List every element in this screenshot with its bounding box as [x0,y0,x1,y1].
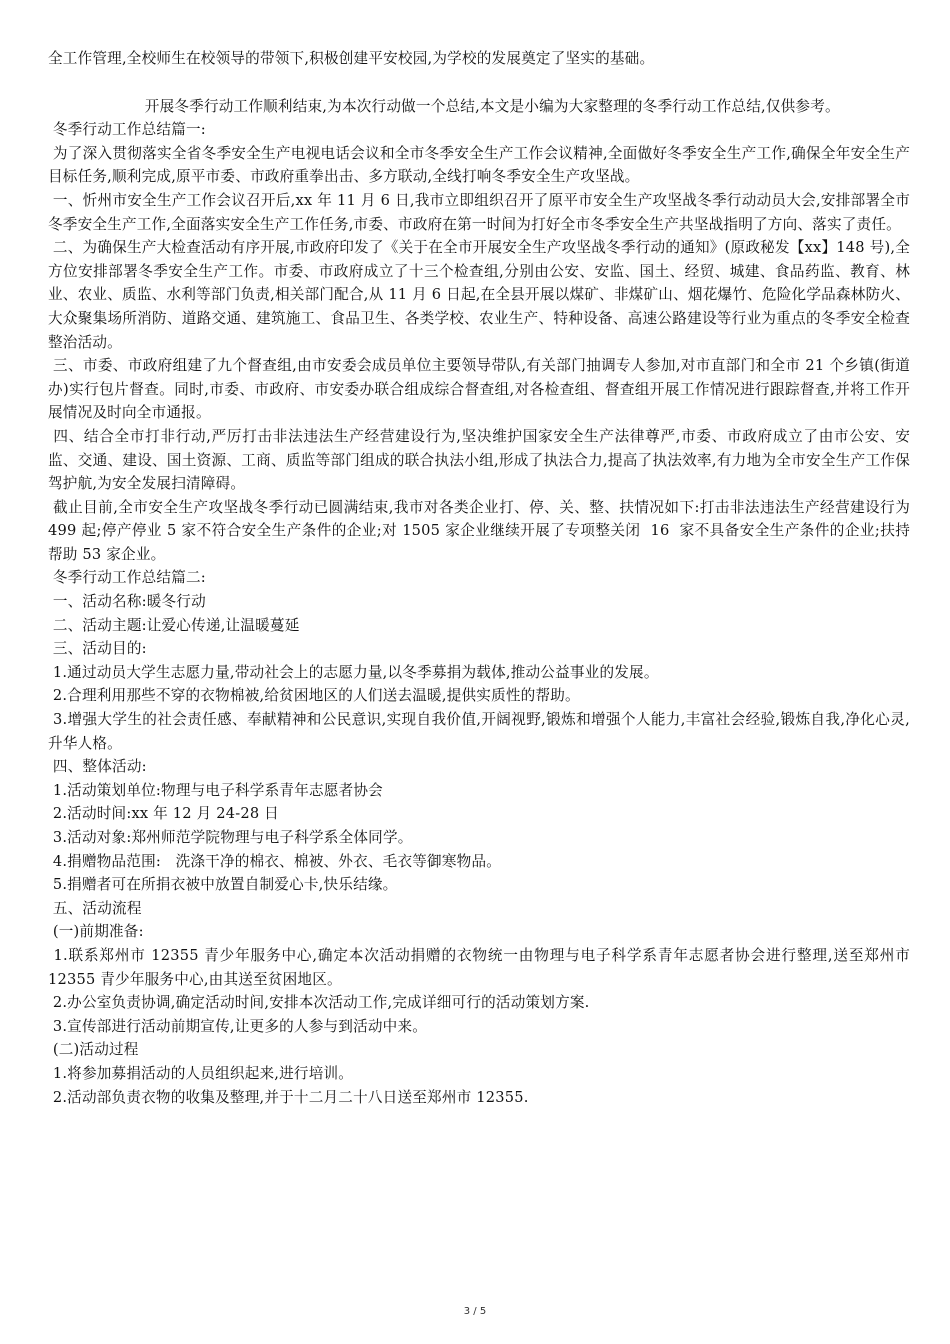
list-item: 1.将参加募捐活动的人员组织起来,进行培训。 [48,1064,354,1082]
list-item: 2.活动部负责衣物的收集及整理,并于十二月二十八日送至郑州市 12355. [48,1088,529,1106]
list-item: 4.捐赠物品范围: 洗涤干净的棉衣、棉被、外衣、毛衣等御寒物品。 [48,852,502,870]
list-item: 2.活动时间:xx 年 12 月 24-28 日 [48,805,279,823]
list-item: 3.增强大学生的社会责任感、奉献精神和公民意识,实现自我价值,开阔视野,锻炼和增强个人能力,丰富社会经验,锻炼自我,净化心灵,升华人格。 [48,711,910,752]
list-item: 五、活动流程 [48,899,142,917]
list-item: 一、活动名称:暖冬行动 [48,593,206,611]
list-item: 3.活动对象:郑州师范学院物理与电子科学系全体同学。 [48,829,413,846]
paragraph: 二、为确保生产大检查活动有序开展,市政府印发了《关于在全市开展安全生产攻坚战冬季行动的通知》(原政秘发【xx】148 号),全方位安排部署冬季安全生产工作。市委、市政府成立了十三个检查组,分别由公安、安监、国土、经贸、城建、食品药监、教育、林业、农业、质监、水利等部门负责,相关部门配合,从 11 月 6 日起,在全县开展以煤矿、非煤矿山、烟花爆竹、危险化学品森林防火、大众聚集场所消防、道路交通、建筑施工、食品卫生、各类学校、农业生产、特种设备、高速公路建设等行业为重点的冬季安全检查整治活动。 [48,239,910,351]
paragraph-spacer [48,71,910,95]
list-item: (一)前期准备: [48,923,144,941]
document-body [48,47,915,1109]
paragraph: 四、结合全市打非行动,严厉打击非法违法生产经营建设行为,坚决维护国家安全生产法律尊严,市委、市政府成立了由市公安、安监、交通、建设、国土资源、工商、质监等部门组成的联合执法小组,形成了执法合力,提高了执法效率,有力地为全市安全生产工作保驾护航,为安全发展扫清障碍。 [48,427,910,493]
paragraph: 全工作管理,全校师生在校领导的带领下,积极创建平安校园,为学校的发展奠定了坚实的基础。 [48,50,655,67]
list-item: 1.联系郑州市 12355 青少年服务中心,确定本次活动捐赠的衣物统一由物理与电子科学系青年志愿者协会进行整理,送至郑州市 12355 青少年服务中心,由其送至贫困地区。 [48,946,915,988]
paragraph: 为了深入贯彻落实全省冬季安全生产电视电话会议和全市冬季安全生产工作会议精神,全面做好冬季安全生产工作,确保全年安全生产目标任务,顺利完成,原平市委、市政府重拳出击、多方联动,全线打响冬季安全生产攻坚战。 [48,144,910,186]
paragraph: 开展冬季行动工作顺利结束,为本次行动做一个总结,本文是小编为大家整理的冬季行动工作总结,仅供参考。 [48,97,840,115]
paragraph: 截止目前,全市安全生产攻坚战冬季行动已圆满结束,我市对各类企业打、停、关、整、扶情况如下:打击非法违法生产经营建设行为 499 起;停产停业 5 家不符合安全生产条件的企业;对 1505 家企业继续开展了专项整关闭 16 家不具备安全生产条件的企业;扶持帮助 53 家企业。 [48,498,915,563]
list-item: 四、整体活动: [48,758,147,776]
list-item: 二、活动主题:让爱心传递,让温暖蔓延 [48,616,300,634]
paragraph: 一、忻州市安全生产工作会议召开后,xx 年 11 月 6 日,我市立即组织召开了原平市安全生产攻坚战冬季行动动员大会,安排部署全市冬季安全生产工作,全面落实安全生产工作任务,市委、市政府在第一时间为打好全市冬季安全生产共坚战指明了方向、落实了责任。 [48,191,910,233]
list-item: 三、活动目的: [48,640,147,658]
list-item: 2.合理利用那些不穿的衣物棉被,给贫困地区的人们送去温暖,提供实质性的帮助。 [48,687,580,705]
page-number: 3 / 5 [463,1306,487,1317]
section-heading: 冬季行动工作总结篇二: [48,569,206,587]
list-item: 3.宣传部进行活动前期宣传,让更多的人参与到活动中来。 [48,1017,428,1035]
list-item: 1.活动策划单位:物理与电子科学系青年志愿者协会 [48,781,383,799]
list-item: (二)活动过程 [48,1041,139,1059]
paragraph: 三、市委、市政府组建了九个督查组,由市安委会成员单位主要领导带队,有关部门抽调专人参加,对市直部门和全市 21 个乡镇(街道办)实行包片督查。同时,市委、市政府、市安委办联合组成综合督查组,对各检查组、督查组开展工作情况进行跟踪督查,并将工作开展情况及时向全市通报。 [48,357,910,422]
list-item: 5.捐赠者可在所捐衣被中放置自制爱心卡,快乐结缘。 [48,876,398,894]
section-heading: 冬季行动工作总结篇一: [48,121,206,139]
list-item: 1.通过动员大学生志愿力量,带动社会上的志愿力量,以冬季募捐为载体,推动公益事业的发展。 [48,663,659,681]
list-item: 2.办公室负责协调,确定活动时间,安排本次活动工作,完成详细可行的活动策划方案. [48,994,590,1012]
